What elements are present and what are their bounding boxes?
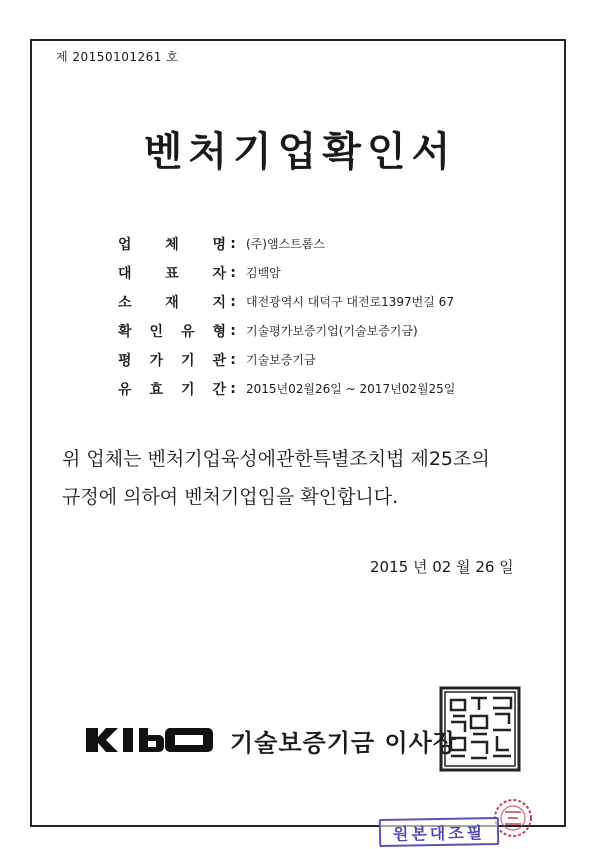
official-seal-icon [439, 686, 521, 772]
certificate-statement [62, 440, 552, 516]
field-colon: : [230, 235, 236, 252]
field-value: 기술평가보증기업(기술보증기금) [246, 324, 418, 338]
certificate-fields [118, 229, 518, 403]
certificate-number: 제 20150101261 호 [56, 50, 179, 64]
certificate-title: 벤처기업확인서 [143, 129, 457, 175]
field-address [118, 287, 518, 316]
field-evaluation-agency [118, 345, 518, 374]
field-colon: : [230, 380, 236, 397]
statement-line: 규정에 의하여 벤처기업임을 확인합니다. [62, 486, 399, 508]
issue-date: 2015 년 02 월 26 일 [370, 558, 514, 576]
field-representative [118, 258, 518, 287]
original-verified-stamp: 원본대조필 [379, 817, 499, 847]
field-value: 김백암 [246, 266, 281, 280]
field-value: (주)앰스트롬스 [246, 237, 325, 251]
field-colon: : [230, 264, 236, 281]
field-label: 소 재 지 [118, 294, 226, 311]
field-company-name [118, 229, 518, 258]
field-label: 업 체 명 [118, 236, 226, 253]
issuer-signature-block [84, 720, 457, 760]
field-label: 평 가 기 관 [118, 352, 226, 369]
field-colon: : [230, 322, 236, 339]
field-confirmation-type [118, 316, 518, 345]
field-label: 유 효 기 간 [118, 381, 226, 398]
statement-line: 위 업체는 벤처기업육성에관한특별조치법 제25조의 [62, 448, 490, 470]
field-label: 확 인 유 형 [118, 323, 226, 340]
field-colon: : [230, 293, 236, 310]
field-value: 2015년02월26일 ~ 2017년02월25일 [246, 382, 456, 396]
kibo-logo-icon [84, 726, 216, 754]
issuer-name: 기술보증기금 이사장 [230, 728, 458, 757]
field-value: 대전광역시 대덕구 대전로1397번길 67 [246, 295, 454, 309]
field-validity-period [118, 374, 518, 403]
field-value: 기술보증기금 [246, 353, 316, 367]
field-label: 대 표 자 [118, 265, 226, 282]
field-colon: : [230, 351, 236, 368]
